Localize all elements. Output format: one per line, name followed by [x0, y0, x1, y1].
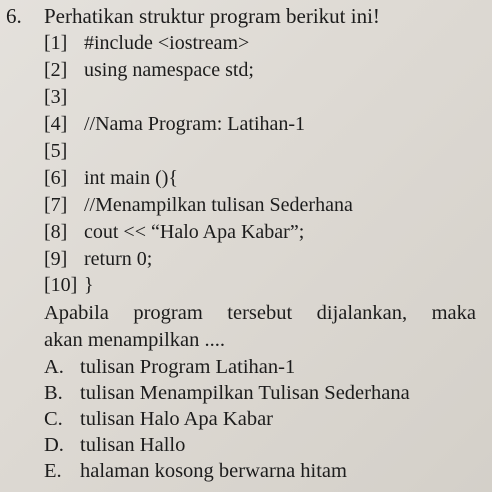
code-line-number: [8] [44, 221, 68, 243]
code-line-text: using namespace std; [84, 59, 254, 81]
option-letter: A. [44, 356, 64, 378]
question-intro: Perhatikan struktur program berikut ini! [44, 4, 380, 28]
code-line [44, 221, 304, 244]
code-line [44, 140, 84, 163]
option-text: tulisan Menampilkan Tulisan Sederhana [80, 382, 410, 404]
prompt-line: akan menampilkan .... [44, 329, 226, 351]
code-line-text: return 0; [84, 248, 153, 270]
code-line-number: [4] [44, 113, 68, 135]
code-line [44, 167, 178, 190]
code-line-text: //Nama Program: Latihan-1 [84, 113, 306, 135]
code-line-number: [2] [44, 59, 68, 81]
question-prompt [44, 300, 476, 354]
code-line [44, 59, 254, 82]
option-letter: C. [44, 408, 63, 430]
code-line-number: [3] [44, 86, 68, 108]
option-e [44, 460, 347, 483]
code-line-text: #include <iostream> [84, 32, 250, 54]
code-line-text: int main (){ [84, 167, 179, 189]
code-line [44, 248, 152, 271]
code-line [44, 113, 305, 136]
option-letter: B. [44, 382, 63, 404]
code-line-number: [5] [44, 140, 68, 162]
code-line-number: [6] [44, 167, 68, 189]
question-number: 6. [6, 4, 22, 28]
code-line-number: [9] [44, 248, 68, 270]
code-line [44, 194, 353, 217]
code-line [44, 274, 94, 297]
option-a [44, 356, 295, 379]
option-letter: D. [44, 434, 64, 456]
option-text: halaman kosong berwarna hitam [80, 460, 347, 482]
option-b [44, 382, 410, 405]
code-line-number: [10] [44, 274, 78, 296]
option-text: tulisan Program Latihan-1 [80, 356, 296, 378]
code-line-text: } [84, 274, 94, 296]
option-text: tulisan Halo Apa Kabar [80, 408, 273, 430]
option-d [44, 434, 185, 457]
option-text: tulisan Hallo [80, 434, 186, 456]
option-c [44, 408, 273, 431]
prompt-line: Apabila program tersebut dijalankan, maka [44, 302, 476, 324]
option-letter: E. [44, 460, 62, 482]
code-line-number: [1] [44, 32, 68, 54]
code-line [44, 32, 249, 55]
code-line-text: cout << “Halo Apa Kabar”; [84, 221, 305, 243]
code-line-number: [7] [44, 194, 68, 216]
code-line-text: //Menampilkan tulisan Sederhana [84, 194, 353, 216]
code-line [44, 86, 84, 109]
